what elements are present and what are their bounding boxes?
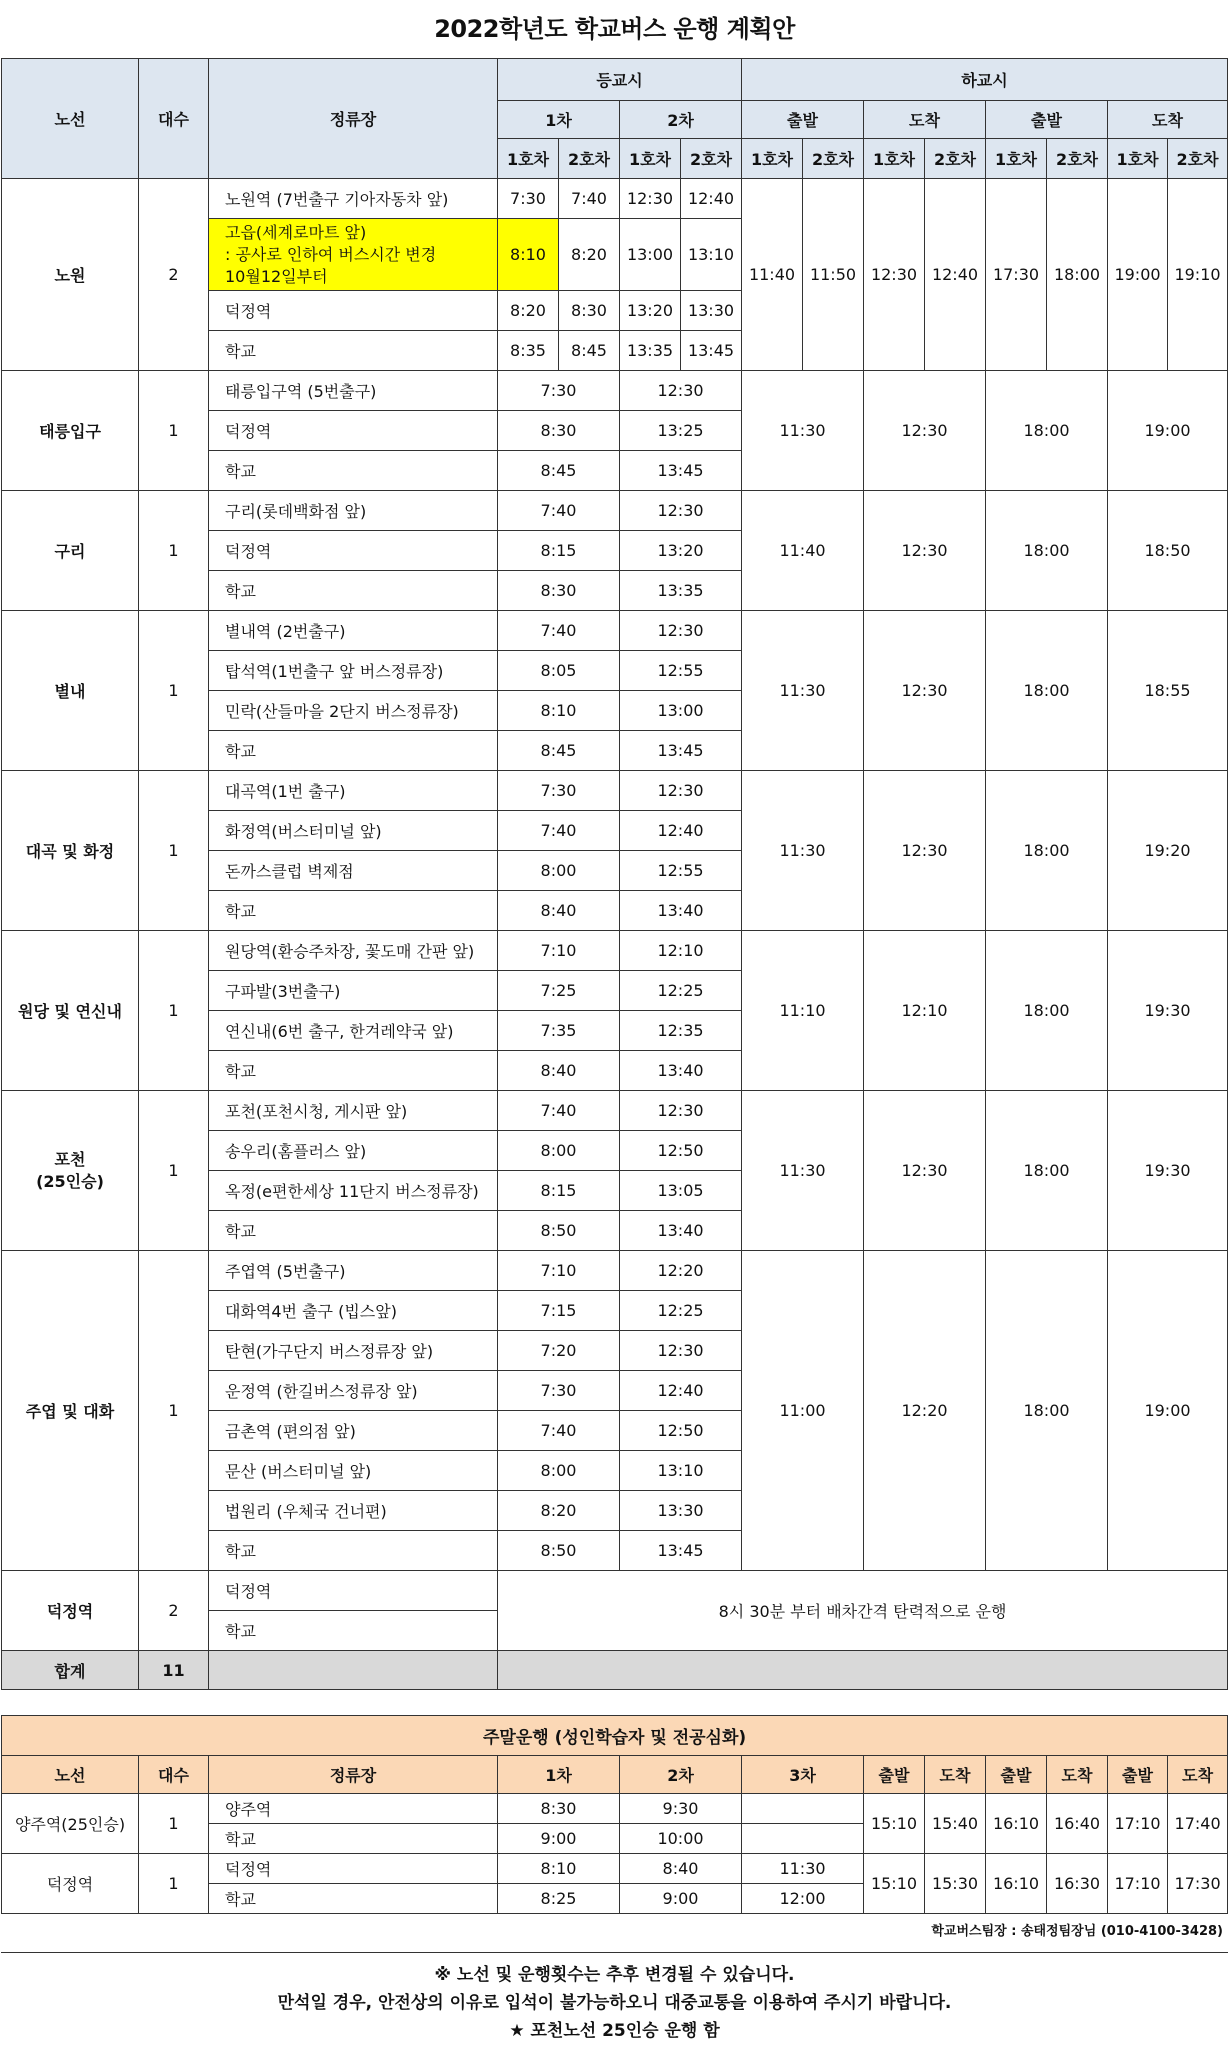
weekend-header-count: 대수 — [139, 1756, 209, 1794]
header-bus2: 2호차 — [1168, 139, 1228, 179]
time-trip2-bus1: 13:20 — [620, 291, 681, 331]
header-arrive: 도착 — [1108, 101, 1228, 139]
weekend-return-time: 15:10 — [864, 1794, 925, 1854]
header-arrive: 도착 — [864, 101, 986, 139]
text-line: (25인승) — [36, 1171, 104, 1191]
return-time: 11:30 — [742, 771, 864, 931]
weekend-time-trip3 — [742, 1824, 864, 1854]
return-time: 19:20 — [1108, 771, 1228, 931]
time-trip1: 7:10 — [498, 931, 620, 971]
time-trip2: 12:25 — [620, 971, 742, 1011]
return-time: 11:40 — [742, 179, 803, 371]
time-trip2: 13:45 — [620, 731, 742, 771]
time-trip1: 8:30 — [498, 411, 620, 451]
bus-count: 1 — [139, 611, 209, 771]
weekend-return-time: 16:10 — [986, 1794, 1047, 1854]
time-trip1: 8:10 — [498, 691, 620, 731]
return-time: 18:55 — [1108, 611, 1228, 771]
stop-name: 학교 — [209, 571, 498, 611]
header-trip1: 1차 — [498, 101, 620, 139]
time-trip1-bus2: 8:30 — [559, 291, 620, 331]
stop-name: 학교 — [209, 451, 498, 491]
time-trip1-bus2: 8:45 — [559, 331, 620, 371]
stop-name: 학교 — [209, 1531, 498, 1571]
page-title: 2022학년도 학교버스 운행 계획안 — [434, 15, 795, 43]
total-label: 합계 — [2, 1651, 139, 1690]
weekend-stop-name: 학교 — [209, 1884, 498, 1914]
header-from-school: 하교시 — [742, 59, 1228, 101]
header-bus2: 2호차 — [803, 139, 864, 179]
weekend-return-time: 15:40 — [925, 1794, 986, 1854]
route-name: 원당 및 연신내 — [2, 931, 139, 1091]
return-time: 12:20 — [864, 1251, 986, 1571]
time-trip2: 13:40 — [620, 1051, 742, 1091]
header-bus1: 1호차 — [1108, 139, 1168, 179]
time-trip2: 12:30 — [620, 611, 742, 651]
time-trip1: 7:20 — [498, 1331, 620, 1371]
weekend-time-trip1: 8:25 — [498, 1884, 620, 1914]
time-trip2: 13:05 — [620, 1171, 742, 1211]
stop-name: 연신내(6번 출구, 한겨레약국 앞) — [209, 1011, 498, 1051]
return-time: 19:30 — [1108, 931, 1228, 1091]
schedule-row — [2, 179, 1228, 219]
return-time: 18:00 — [986, 611, 1108, 771]
weekend-return-time: 17:10 — [1108, 1854, 1168, 1914]
return-time: 17:30 — [986, 179, 1047, 371]
stop-name: 별내역 (2번출구) — [209, 611, 498, 651]
time-trip1: 8:00 — [498, 1131, 620, 1171]
time-trip1: 8:40 — [498, 1051, 620, 1091]
time-trip2: 12:30 — [620, 371, 742, 411]
route-name — [2, 1091, 139, 1251]
stop-name: 대곡역(1번 출구) — [209, 771, 498, 811]
weekend-time-trip3: 11:30 — [742, 1854, 864, 1884]
time-trip1-bus1: 8:35 — [498, 331, 559, 371]
text-line: : 공사로 인하여 버스시간 변경 — [225, 244, 437, 264]
time-trip1: 8:05 — [498, 651, 620, 691]
return-time: 11:40 — [742, 491, 864, 611]
header-bus2: 2호차 — [1047, 139, 1108, 179]
weekend-header-trip1: 1차 — [498, 1756, 620, 1794]
return-time: 12:30 — [864, 611, 986, 771]
route-name: 구리 — [2, 491, 139, 611]
time-trip1-bus2: 8:20 — [559, 219, 620, 291]
time-trip2: 13:20 — [620, 531, 742, 571]
stop-name: 화정역(버스터미널 앞) — [209, 811, 498, 851]
stop-name: 덕정역 — [209, 411, 498, 451]
time-trip1: 7:40 — [498, 611, 620, 651]
weekend-time-trip3: 12:00 — [742, 1884, 864, 1914]
stop-name: 민락(산들마을 2단지 버스정류장) — [209, 691, 498, 731]
time-trip1: 7:30 — [498, 771, 620, 811]
return-time: 11:30 — [742, 611, 864, 771]
time-trip1: 8:40 — [498, 891, 620, 931]
time-trip1: 7:40 — [498, 1411, 620, 1451]
time-trip2: 13:40 — [620, 1211, 742, 1251]
time-trip2-bus2: 13:30 — [681, 291, 742, 331]
header-bus1: 1호차 — [742, 139, 803, 179]
weekend-header-arrive: 도착 — [1047, 1756, 1108, 1794]
return-time: 19:10 — [1168, 179, 1228, 371]
weekend-time-trip3 — [742, 1794, 864, 1824]
stop-name: 덕정역 — [209, 291, 498, 331]
time-trip1: 8:00 — [498, 851, 620, 891]
text-line: 포천 — [54, 1149, 86, 1169]
bus-count: 1 — [139, 1091, 209, 1251]
header-bus2: 2호차 — [681, 139, 742, 179]
route-name: 별내 — [2, 611, 139, 771]
return-time: 12:30 — [864, 491, 986, 611]
return-time: 18:00 — [986, 771, 1108, 931]
weekend-title: 주말운행 (성인학습자 및 전공심화) — [2, 1716, 1228, 1756]
time-trip2: 12:25 — [620, 1291, 742, 1331]
time-trip1: 8:50 — [498, 1531, 620, 1571]
weekend-header-trip2: 2차 — [620, 1756, 742, 1794]
weekend-header-stop: 정류장 — [209, 1756, 498, 1794]
weekend-header-route: 노선 — [2, 1756, 139, 1794]
stop-name: 구파발(3번출구) — [209, 971, 498, 1011]
return-time: 11:50 — [803, 179, 864, 371]
weekend-header-arrive: 도착 — [1168, 1756, 1228, 1794]
time-trip1-bus1: 8:10 — [498, 219, 559, 291]
time-trip2: 13:45 — [620, 1531, 742, 1571]
time-trip2: 12:30 — [620, 1091, 742, 1131]
total-count: 11 — [139, 1651, 209, 1690]
stop-name: 학교 — [209, 331, 498, 371]
weekend-time-trip1: 8:30 — [498, 1794, 620, 1824]
time-trip2: 12:55 — [620, 851, 742, 891]
flexible-schedule-note: 8시 30분 부터 배차간격 탄력적으로 운행 — [498, 1571, 1228, 1651]
header-route: 노선 — [2, 59, 139, 179]
time-trip2-bus2: 13:45 — [681, 331, 742, 371]
route-name: 덕정역 — [2, 1571, 139, 1651]
header-to-school: 등교시 — [498, 59, 742, 101]
weekend-schedule-table — [1, 1715, 1228, 1914]
bus-count: 1 — [139, 1251, 209, 1571]
return-time: 11:00 — [742, 1251, 864, 1571]
time-trip2: 12:30 — [620, 491, 742, 531]
weekend-stop-name: 덕정역 — [209, 1854, 498, 1884]
stop-name — [209, 219, 498, 291]
time-trip2: 12:40 — [620, 811, 742, 851]
time-trip1: 8:45 — [498, 731, 620, 771]
weekend-bus-count: 1 — [139, 1854, 209, 1914]
stop-name: 덕정역 — [209, 531, 498, 571]
header-depart: 출발 — [742, 101, 864, 139]
return-time: 11:30 — [742, 371, 864, 491]
weekend-stop-name: 학교 — [209, 1824, 498, 1854]
weekend-header-trip3: 3차 — [742, 1756, 864, 1794]
stop-name: 학교 — [209, 1051, 498, 1091]
weekend-return-time: 17:10 — [1108, 1794, 1168, 1854]
weekend-time-trip1: 8:10 — [498, 1854, 620, 1884]
return-time: 18:50 — [1108, 491, 1228, 611]
return-time: 12:30 — [864, 1091, 986, 1251]
stop-name: 주엽역 (5번출구) — [209, 1251, 498, 1291]
time-trip1: 8:20 — [498, 1491, 620, 1531]
time-trip1: 8:15 — [498, 1171, 620, 1211]
time-trip2: 13:10 — [620, 1451, 742, 1491]
time-trip2: 12:55 — [620, 651, 742, 691]
header-bus1: 1호차 — [498, 139, 559, 179]
bus-count: 1 — [139, 771, 209, 931]
schedule-row — [2, 1571, 1228, 1611]
stop-name: 구리(롯데백화점 앞) — [209, 491, 498, 531]
header-row — [2, 59, 1228, 101]
stop-name: 학교 — [209, 1211, 498, 1251]
stop-name: 원당역(환승주차장, 꽃도매 간판 앞) — [209, 931, 498, 971]
stop-name: 금촌역 (편의점 앞) — [209, 1411, 498, 1451]
schedule-row — [2, 1091, 1228, 1131]
time-trip1: 7:30 — [498, 371, 620, 411]
time-trip2: 13:40 — [620, 891, 742, 931]
return-time: 12:30 — [864, 179, 925, 371]
weekend-time-trip2: 9:00 — [620, 1884, 742, 1914]
stop-name: 문산 (버스터미널 앞) — [209, 1451, 498, 1491]
weekend-return-time: 15:30 — [925, 1854, 986, 1914]
time-trip1: 8:50 — [498, 1211, 620, 1251]
return-time: 11:10 — [742, 931, 864, 1091]
weekend-return-time: 16:10 — [986, 1854, 1047, 1914]
stop-name: 대화역4번 출구 (빕스앞) — [209, 1291, 498, 1331]
time-trip2-bus2: 12:40 — [681, 179, 742, 219]
time-trip2-bus1: 13:35 — [620, 331, 681, 371]
time-trip1-bus1: 8:20 — [498, 291, 559, 331]
time-trip2: 13:00 — [620, 691, 742, 731]
time-trip2-bus2: 13:10 — [681, 219, 742, 291]
weekend-time-trip2: 10:00 — [620, 1824, 742, 1854]
stop-name: 노원역 (7번출구 기아자동차 앞) — [209, 179, 498, 219]
time-trip2: 12:10 — [620, 931, 742, 971]
weekend-return-time: 16:30 — [1047, 1854, 1108, 1914]
schedule-row — [2, 611, 1228, 651]
total-row — [2, 1651, 1228, 1690]
route-name: 주엽 및 대화 — [2, 1251, 139, 1571]
return-time: 19:00 — [1108, 371, 1228, 491]
weekend-stop-name: 양주역 — [209, 1794, 498, 1824]
time-trip2: 12:50 — [620, 1131, 742, 1171]
return-time: 19:00 — [1108, 1251, 1228, 1571]
time-trip1: 7:40 — [498, 811, 620, 851]
text-line: 10월12일부터 — [225, 266, 328, 286]
header-trip2: 2차 — [620, 101, 742, 139]
return-time: 18:00 — [986, 1091, 1108, 1251]
weekend-return-time: 16:40 — [1047, 1794, 1108, 1854]
stop-name: 송우리(홈플러스 앞) — [209, 1131, 498, 1171]
total-blank — [498, 1651, 1228, 1690]
time-trip2: 12:50 — [620, 1411, 742, 1451]
time-trip2: 13:30 — [620, 1491, 742, 1531]
header-count: 대수 — [139, 59, 209, 179]
time-trip2: 12:35 — [620, 1011, 742, 1051]
return-time: 12:10 — [864, 931, 986, 1091]
weekend-header-arrive: 도착 — [925, 1756, 986, 1794]
notes — [1, 1952, 1228, 2045]
time-trip1: 8:15 — [498, 531, 620, 571]
time-trip2: 13:25 — [620, 411, 742, 451]
stop-name: 법원리 (우체국 건너편) — [209, 1491, 498, 1531]
return-time: 12:40 — [925, 179, 986, 371]
note-pocheon: ★ 포천노선 25인승 운행 함 — [509, 2021, 720, 2041]
schedule-row — [2, 771, 1228, 811]
weekend-return-time: 17:40 — [1168, 1794, 1228, 1854]
header-bus2: 2호차 — [559, 139, 620, 179]
time-trip2: 13:35 — [620, 571, 742, 611]
weekend-return-time: 17:30 — [1168, 1854, 1228, 1914]
weekend-header-depart: 출발 — [1108, 1756, 1168, 1794]
time-trip1: 7:15 — [498, 1291, 620, 1331]
stop-name: 덕정역 — [209, 1571, 498, 1611]
time-trip2: 12:30 — [620, 771, 742, 811]
header-depart: 출발 — [986, 101, 1108, 139]
return-time: 12:30 — [864, 771, 986, 931]
return-time: 19:00 — [1108, 179, 1168, 371]
weekend-route-name: 양주역(25인승) — [2, 1794, 139, 1854]
header-stop: 정류장 — [209, 59, 498, 179]
weekend-header-row — [2, 1756, 1228, 1794]
stop-name: 학교 — [209, 891, 498, 931]
stop-name: 운정역 (한길버스정류장 앞) — [209, 1371, 498, 1411]
schedule-row — [2, 931, 1228, 971]
weekend-title-row — [2, 1716, 1228, 1756]
time-trip1: 7:25 — [498, 971, 620, 1011]
weekend-time-trip2: 8:40 — [620, 1854, 742, 1884]
weekend-header-depart: 출발 — [864, 1756, 925, 1794]
return-time: 18:00 — [1047, 179, 1108, 371]
time-trip2: 12:40 — [620, 1371, 742, 1411]
schedule-row — [2, 1251, 1228, 1291]
return-time: 18:00 — [986, 1251, 1108, 1571]
time-trip1: 7:30 — [498, 1371, 620, 1411]
stop-name: 돈까스클럽 벽제점 — [209, 851, 498, 891]
stop-name: 탑석역(1번출구 앞 버스정류장) — [209, 651, 498, 691]
total-blank — [209, 1651, 498, 1690]
time-trip1: 7:40 — [498, 1091, 620, 1131]
stop-name: 포천(포천시청, 게시판 앞) — [209, 1091, 498, 1131]
bus-count: 2 — [139, 179, 209, 371]
header-bus2: 2호차 — [925, 139, 986, 179]
return-time: 19:30 — [1108, 1091, 1228, 1251]
bus-count: 1 — [139, 491, 209, 611]
time-trip2: 12:30 — [620, 1331, 742, 1371]
return-time: 18:00 — [986, 491, 1108, 611]
schedule-row — [2, 371, 1228, 411]
bus-count: 1 — [139, 931, 209, 1091]
time-trip1: 7:40 — [498, 491, 620, 531]
weekend-route-name: 덕정역 — [2, 1854, 139, 1914]
time-trip2: 12:20 — [620, 1251, 742, 1291]
note-standing: 만석일 경우, 안전상의 이유로 입석이 불가능하오니 대중교통을 이용하여 주시기 바랍니다. — [277, 1993, 952, 2013]
time-trip2: 13:45 — [620, 451, 742, 491]
stop-name: 학교 — [209, 1611, 498, 1651]
return-time: 18:00 — [986, 931, 1108, 1091]
weekend-time-trip2: 9:30 — [620, 1794, 742, 1824]
time-trip1: 7:10 — [498, 1251, 620, 1291]
header-bus1: 1호차 — [620, 139, 681, 179]
route-name: 노원 — [2, 179, 139, 371]
time-trip1: 8:30 — [498, 571, 620, 611]
note-change: ※ 노선 및 운행횟수는 추후 변경될 수 있습니다. — [434, 1965, 795, 1985]
header-bus1: 1호차 — [864, 139, 925, 179]
weekend-row — [2, 1854, 1228, 1884]
bus-count: 1 — [139, 371, 209, 491]
weekend-bus-count: 1 — [139, 1794, 209, 1854]
weekend-return-time: 15:10 — [864, 1854, 925, 1914]
text-line: 고읍(세계로마트 앞) — [225, 222, 367, 242]
return-time: 18:00 — [986, 371, 1108, 491]
schedule-row — [2, 491, 1228, 531]
return-time: 11:30 — [742, 1091, 864, 1251]
time-trip2-bus1: 13:00 — [620, 219, 681, 291]
weekday-schedule-table — [1, 58, 1228, 1690]
time-trip2-bus1: 12:30 — [620, 179, 681, 219]
bus-manager-contact: 학교버스팀장 : 송태정팀장님 (010-4100-3428) — [931, 1924, 1223, 1939]
route-name: 대곡 및 화정 — [2, 771, 139, 931]
stop-name: 옥정(e편한세상 11단지 버스정류장) — [209, 1171, 498, 1211]
stop-name: 학교 — [209, 731, 498, 771]
header-bus1: 1호차 — [986, 139, 1047, 179]
time-trip1-bus2: 7:40 — [559, 179, 620, 219]
time-trip1: 8:45 — [498, 451, 620, 491]
return-time: 12:30 — [864, 371, 986, 491]
route-name: 태릉입구 — [2, 371, 139, 491]
stop-name: 탄현(가구단지 버스정류장 앞) — [209, 1331, 498, 1371]
time-trip1: 8:00 — [498, 1451, 620, 1491]
time-trip1: 7:35 — [498, 1011, 620, 1051]
weekend-time-trip1: 9:00 — [498, 1824, 620, 1854]
weekend-header-depart: 출발 — [986, 1756, 1047, 1794]
time-trip1-bus1: 7:30 — [498, 179, 559, 219]
bus-count: 2 — [139, 1571, 209, 1651]
stop-name: 태릉입구역 (5번출구) — [209, 371, 498, 411]
weekend-row — [2, 1794, 1228, 1824]
